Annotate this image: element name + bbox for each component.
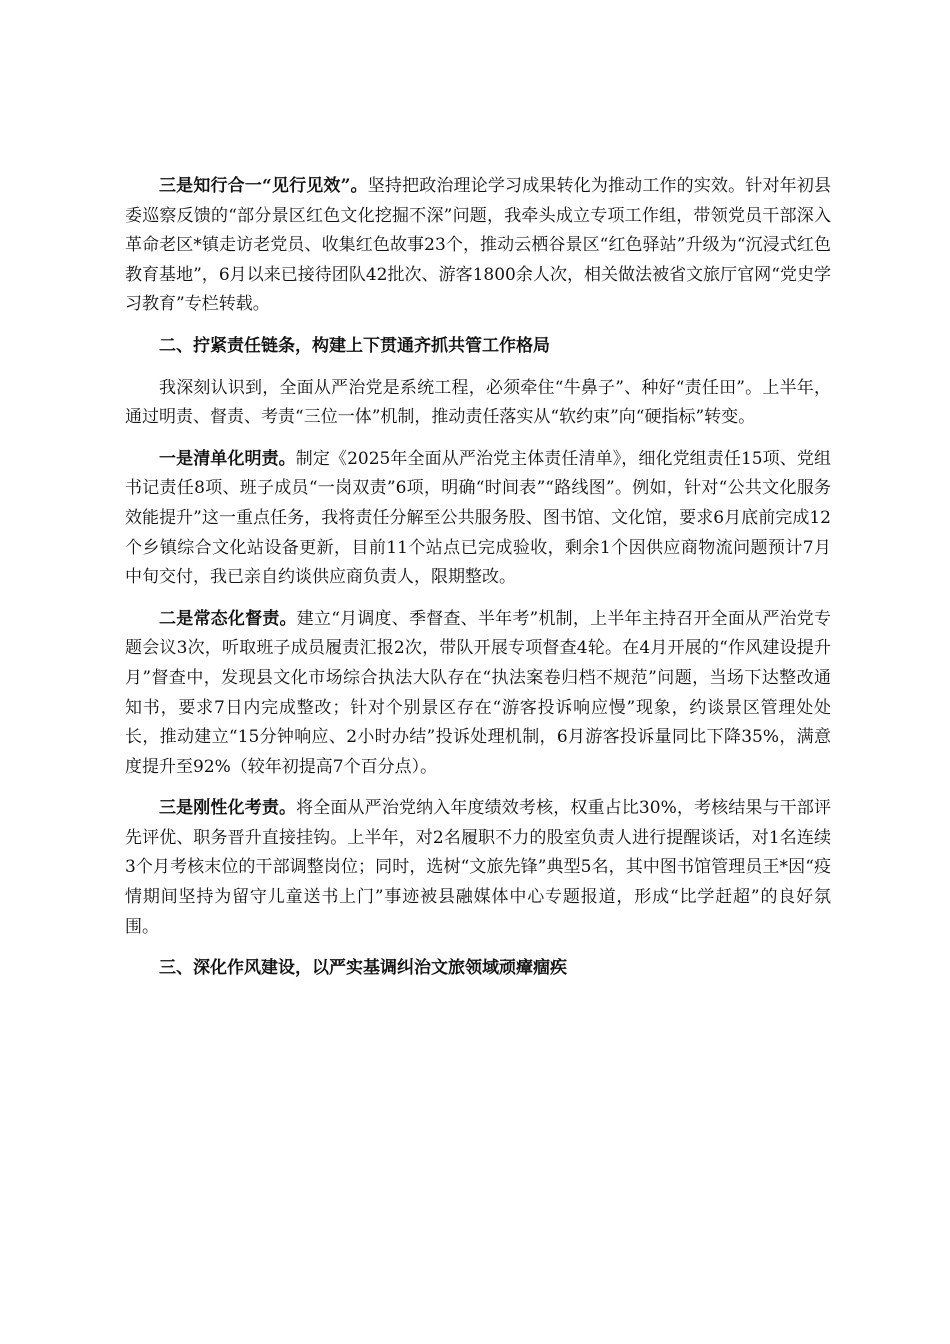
paragraph-knowledge-action: [125, 172, 831, 320]
paragraph-lead: 三是刚性化考责。: [159, 798, 297, 819]
section-heading-2: 二、拧紧责任链条，构建上下贯通齐抓共管工作格局: [159, 335, 550, 356]
paragraph-lead: 三是知行合一“见行见效”。: [159, 176, 368, 196]
paragraph-lead: 一是清单化明责。: [159, 448, 296, 469]
paragraph-lead: 二是常态化督责。: [159, 608, 297, 629]
paragraph-body: 我深刻认识到，全面从严治党是系统工程，必须牵住“牛鼻子”、种好“责任田”。上半年，通过明责、督责、考责“三位一体”机制，推动责任落实从“软约束”向“硬指标”转变。: [125, 377, 831, 428]
paragraph-body: 坚持把政治理论学习成果转化为推动工作的实效。针对年初县委巡察反馈的“部分景区红色文化挖掘不深”问题，我牵头成立专项工作组，带领党员干部深入革命老区*镇走访老党员、收集红色故事23个，推动云栖谷景区“红色驿站”升级为“沉浸式红色教育基地”，6月以来已接待团队42批次、游客1800余人次，相关做法被省文旅厅官网“党史学习教育”专栏转载。: [125, 176, 831, 315]
section-heading-3: 三、深化作风建设，以严实基调纠治文旅领域顽瘴痼疾: [159, 958, 567, 979]
paragraph-supervision: [125, 605, 831, 783]
paragraph-body: 制定《2025年全面从严治党主体责任清单》，细化党组责任15项、党组书记责任8项、班子成员“一岗双责”6项，明确“时间表”“路线图”。例如，针对“公共文化服务效能提升”这一重点任务，我将责任分解至公共服务股、图书馆、文化馆，要求6月底前完成12个乡镇综合文化站设备更新，目前11个站点已完成验收，剩余1个因供应商物流问题预计7月中旬交付，我已亲自约谈供应商负责人，限期整改。: [125, 448, 831, 588]
paragraph-assessment: [125, 794, 831, 942]
paragraph-body: 将全面从严治党纳入年度绩效考核，权重占比30%，考核结果与干部评先评优、职务晋升直接挂钩。上半年，对2名履职不力的股室负责人进行提醒谈话，对1名连续3个月考核末位的干部调整岗位；同时，选树“文旅先锋”典型5名，其中图书馆管理员王*因“疫情期间坚持为留守儿童送书上门”事迹被县融媒体中心专题报道，形成“比学赶超”的良好氛围。: [125, 798, 831, 937]
document-page: [125, 172, 831, 984]
paragraph-body: 建立“月调度、季督查、半年考”机制，上半年主持召开全面从严治党专题会议3次，听取班子成员履责汇报2次，带队开展专项督查4轮。在4月开展的“作风建设提升月”督查中，发现县文化市场综合执法大队存在“执法案卷归档不规范”问题，当场下达整改通知书，要求7日内完成整改；针对个别景区存在“游客投诉响应慢”现象，约谈景区管理处处长，推动建立“15分钟响应、2小时办结”投诉处理机制，6月游客投诉量同比下降35%，满意度提升至92%（较年初提高7个百分点）。: [125, 608, 831, 777]
paragraph-intro: [125, 374, 831, 433]
paragraph-checklist: [125, 445, 831, 593]
